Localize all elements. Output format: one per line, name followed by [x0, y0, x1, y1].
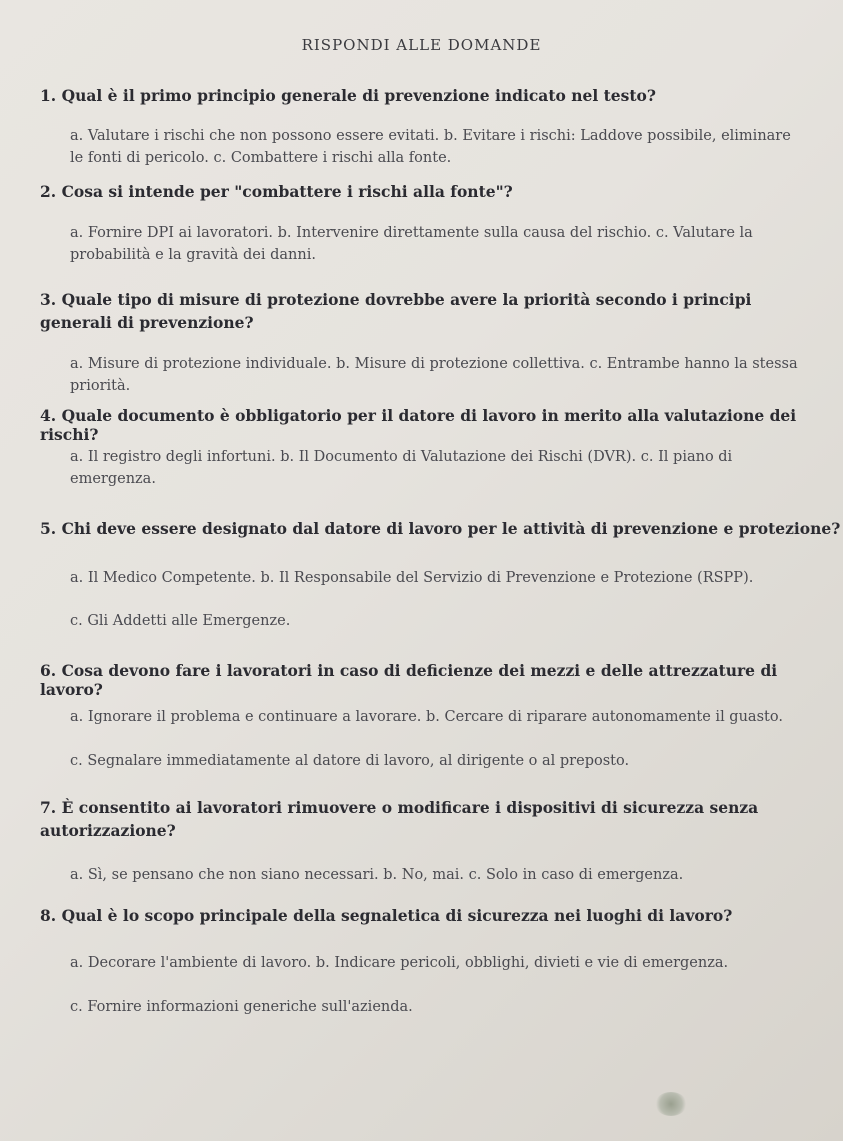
- question-3-answers: a. Misure di protezione individuale. b. Misure di protezione collettiva. c. Entrambe hanno la stessa priorità.: [70, 356, 798, 394]
- question-6-answer-line-2: c. Segnalare immediatamente al datore di lavoro, al dirigente o al preposto.: [70, 753, 630, 769]
- question-2: 2. Cosa si intende per "combattere i rischi alla fonte"?: [40, 182, 513, 201]
- question-1-answers: a. Valutare i rischi che non possono essere evitati. b. Evitare i rischi: Laddove possibile, eliminare le fonti di pericolo. c. Combattere i rischi alla fonte.: [70, 128, 791, 166]
- paper-smudge: [655, 1092, 687, 1116]
- question-5: 5. Chi deve essere designato dal datore di lavoro per le attività di prevenzione e protezione?: [40, 519, 841, 538]
- question-7-answers: a. Sì, se pensano che non siano necessari. b. No, mai. c. Solo in caso di emergenza.: [70, 867, 684, 883]
- page-title: RISPONDI ALLE DOMANDE: [301, 36, 542, 54]
- question-6: 6. Cosa devono fare i lavoratori in caso di deficienze dei mezzi e delle attrezzature di lavoro?: [40, 661, 778, 699]
- question-3: 3. Quale tipo di misure di protezione dovrebbe avere la priorità secondo i principi generali di prevenzione?: [40, 290, 752, 332]
- question-7: 7. È consentito ai lavoratori rimuovere o modificare i dispositivi di sicurezza senza autorizzazione?: [40, 798, 759, 840]
- question-5-answer-line-2: c. Gli Addetti alle Emergenze.: [70, 613, 291, 629]
- question-6-answer-line-1: a. Ignorare il problema e continuare a lavorare. b. Cercare di riparare autonomamente il guasto.: [70, 709, 783, 725]
- question-1: 1. Qual è il primo principio generale di prevenzione indicato nel testo?: [40, 86, 656, 105]
- question-4-answers: a. Il registro degli infortuni. b. Il Documento di Valutazione dei Rischi (DVR). c. Il piano di emergenza.: [70, 449, 733, 487]
- question-8-answer-line-2: c. Fornire informazioni generiche sull'azienda.: [70, 999, 413, 1015]
- question-8: 8. Qual è lo scopo principale della segnaletica di sicurezza nei luoghi di lavoro?: [40, 906, 733, 925]
- question-5-answer-line-1: a. Il Medico Competente. b. Il Responsabile del Servizio di Prevenzione e Protezione (RSPP).: [70, 570, 754, 586]
- question-4: 4. Quale documento è obbligatorio per il datore di lavoro in merito alla valutazione dei rischi?: [40, 406, 797, 444]
- question-8-answer-line-1: a. Decorare l'ambiente di lavoro. b. Indicare pericoli, obblighi, divieti e vie di emergenza.: [70, 955, 729, 971]
- question-2-answers: a. Fornire DPI ai lavoratori. b. Intervenire direttamente sulla causa del rischio. c. Valutare la probabilità e la gravità dei danni.: [70, 225, 753, 263]
